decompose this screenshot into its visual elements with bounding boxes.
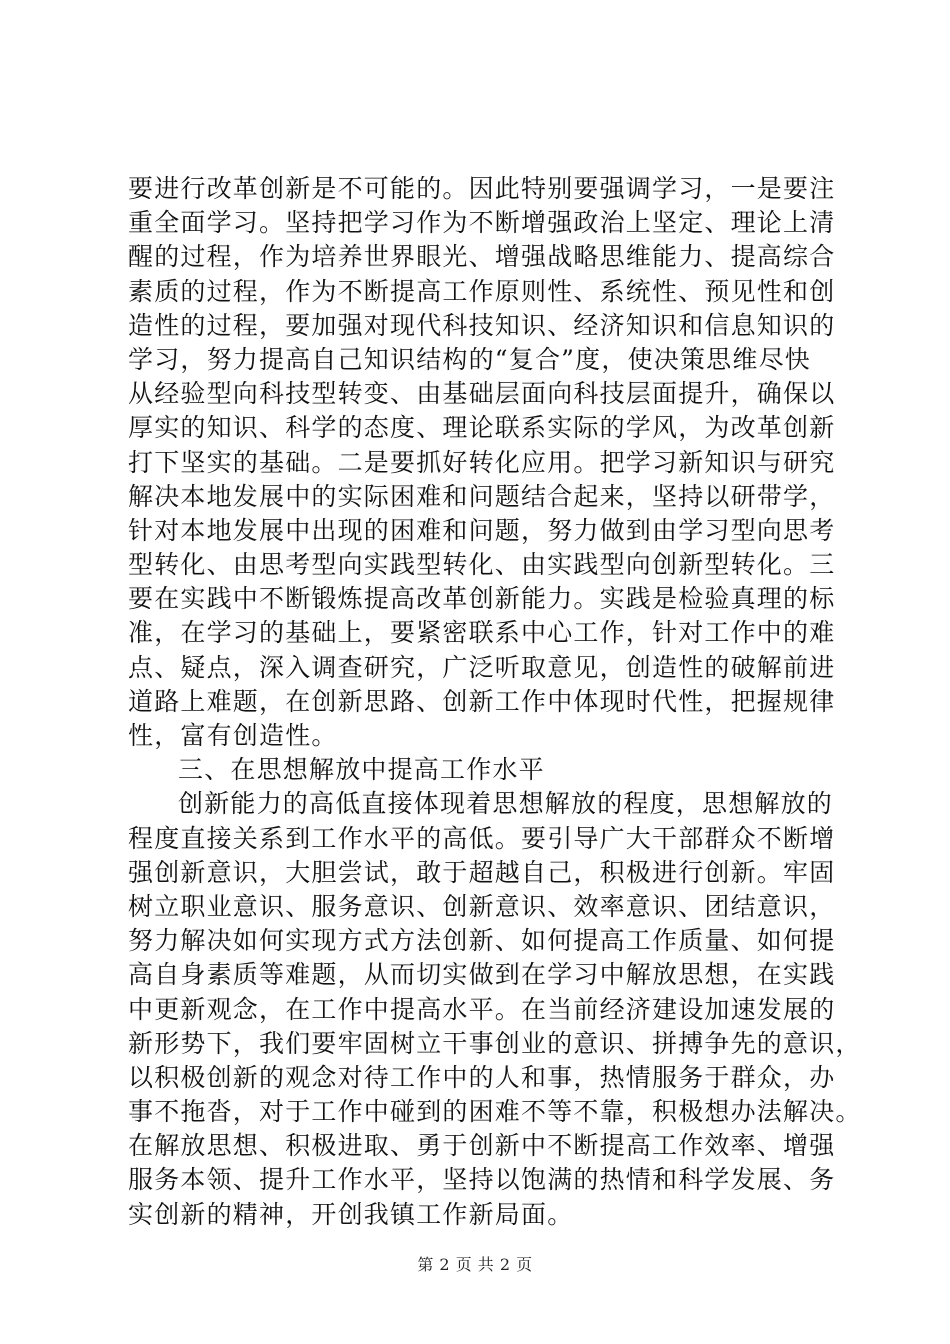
paragraph-2-line: 努力解决如何实现方式方法创新、如何提高工作质量、如何提	[128, 926, 836, 956]
paragraph-2-line: 程度直接关系到工作水平的高低。要引导广大干部群众不断增	[128, 823, 836, 853]
paragraph-1-line: 醒的过程，作为培养世界眼光、增强战略思维能力、提高综合	[128, 242, 836, 272]
paragraph-2-line: 强创新意识，大胆尝试，敢于超越自己，积极进行创新。牢固	[128, 857, 836, 887]
section-heading: 三、在思想解放中提高工作水平	[178, 755, 545, 785]
paragraph-2-line: 以积极创新的观念对待工作中的人和事，热情服务于群众，办	[128, 1062, 836, 1092]
paragraph-1-line: 学习，努力提高自己知识结构的“复合”度，使决策思维尽快	[128, 344, 811, 374]
paragraph-1-line: 点、疑点，深入调查研究，广泛听取意见，创造性的破解前进	[128, 652, 836, 682]
paragraph-2-line: 新形势下，我们要牢固树立干事创业的意识、拼搏争先的意识，	[128, 1028, 862, 1058]
paragraph-1-line: 造性的过程，要加强对现代科技知识、经济知识和信息知识的	[128, 310, 836, 340]
paragraph-2-line: 事不拖沓，对于工作中碰到的困难不等不靠，积极想办法解决。	[128, 1097, 862, 1127]
page-number-footer: 第 2 页 共 2 页	[417, 1255, 533, 1274]
paragraph-1-line: 要进行改革创新是不可能的。因此特别要强调学习，一是要注	[128, 174, 836, 203]
paragraph-2-line: 服务本领、提升工作水平，坚持以饱满的热情和科学发展、务	[128, 1165, 836, 1195]
paragraph-1-line: 型转化、由思考型向实践型转化、由实践型向创新型转化。三	[128, 550, 836, 580]
paragraph-1-line: 解决本地发展中的实际困难和问题结合起来，坚持以研带学，	[128, 481, 836, 511]
paragraph-1-line: 性，富有创造性。	[128, 721, 338, 750]
paragraph-2-line: 树立职业意识、服务意识、创新意识、效率意识、团结意识，	[128, 891, 836, 921]
paragraph-2-line: 中更新观念，在工作中提高水平。在当前经济建设加速发展的	[128, 994, 836, 1024]
paragraph-2-line: 高自身素质等难题，从而切实做到在学习中解放思想，在实践	[128, 960, 836, 990]
paragraph-1-line: 准，在学习的基础上，要紧密联系中心工作，针对工作中的难	[128, 618, 836, 648]
paragraph-2-line: 实创新的精神，开创我镇工作新局面。	[128, 1199, 574, 1229]
paragraph-1-line: 要在实践中不断锻炼提高改革创新能力。实践是检验真理的标	[128, 584, 836, 614]
paragraph-2-line: 在解放思想、积极进取、勇于创新中不断提高工作效率、增强	[128, 1131, 836, 1161]
paragraph-1-line: 厚实的知识、科学的态度、理论联系实际的学风，为改革创新	[128, 413, 836, 443]
paragraph-1-line: 重全面学习。坚持把学习作为不断增强政治上坚定、理论上清	[128, 208, 836, 238]
paragraph-1-line: 素质的过程，作为不断提高工作原则性、系统性、预见性和创	[128, 276, 836, 306]
paragraph-1-line: 针对本地发展中出现的困难和问题，努力做到由学习型向思考	[128, 515, 836, 545]
paragraph-1-line: 打下坚实的基础。二是要抓好转化应用。把学习新知识与研究	[128, 447, 836, 477]
paragraph-2-line: 创新能力的高低直接体现着思想解放的程度，思想解放的	[178, 789, 834, 819]
paragraph-1-line: 从经验型向科技型转变、由基础层面向科技层面提升，确保以	[128, 379, 836, 409]
paragraph-1-line: 道路上难题，在创新思路、创新工作中体现时代性，把握规律	[128, 686, 836, 716]
document-body	[128, 172, 862, 1232]
